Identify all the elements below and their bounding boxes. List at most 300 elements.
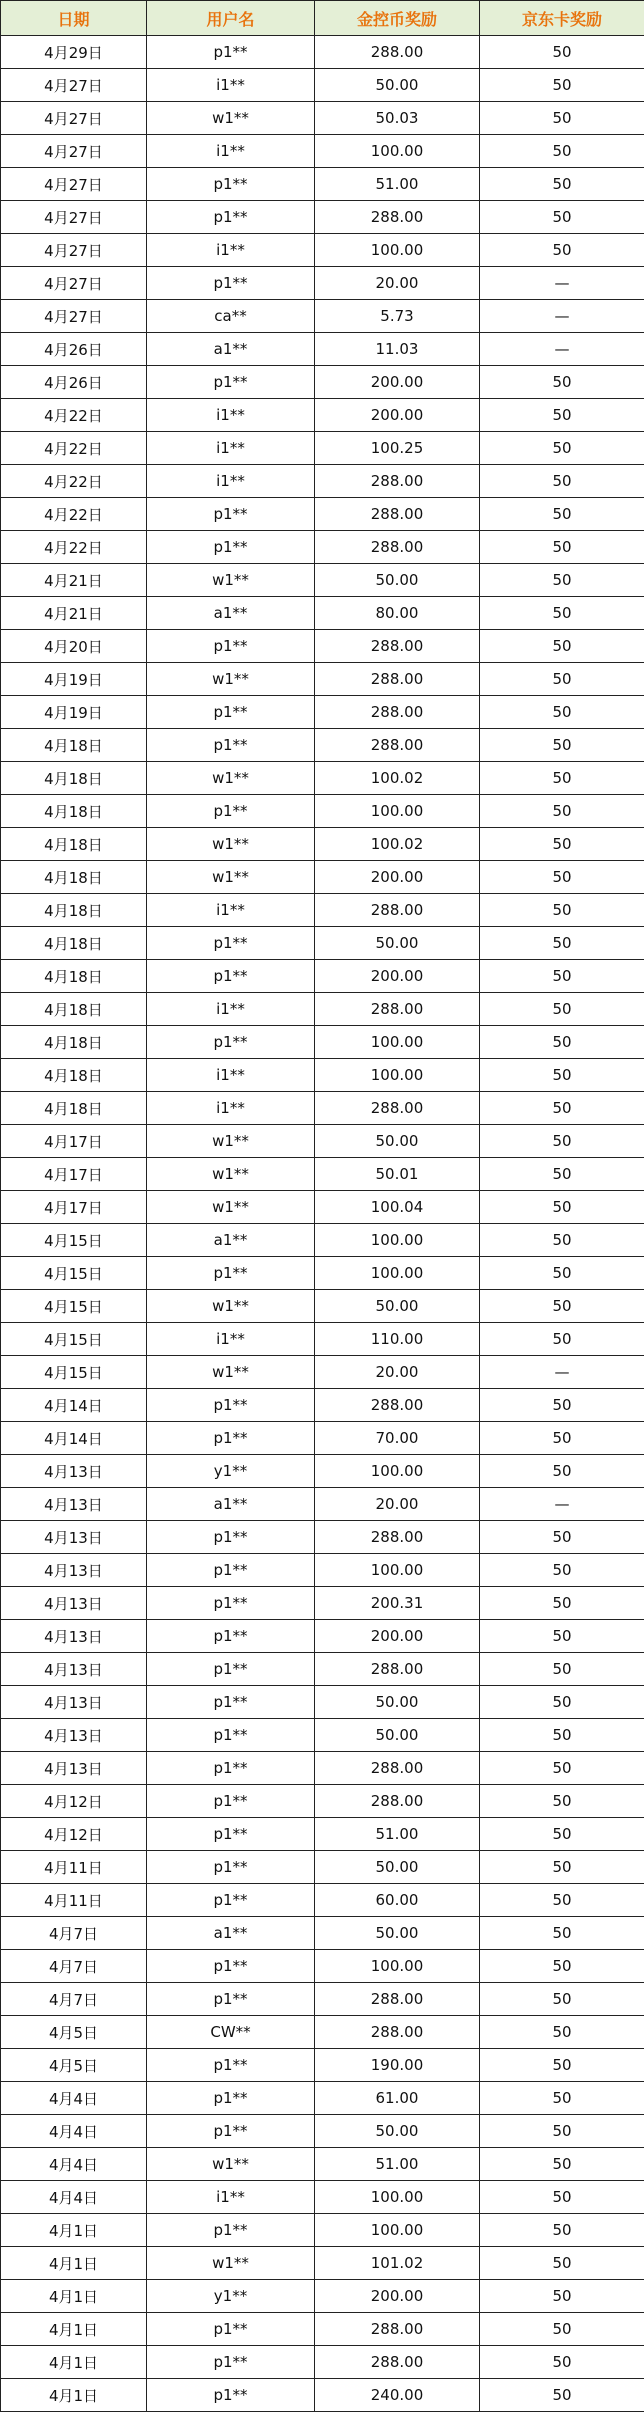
table-row [1,531,644,564]
jd-card-reward-cell: 50 [480,1950,644,1983]
table-row [1,498,644,531]
date-cell: 4月14日 [1,1422,147,1455]
date-cell: 4月4日 [1,2181,147,2214]
coin-reward-cell: 61.00 [315,2082,480,2115]
jd-card-reward-cell: 50 [480,960,644,993]
username-cell: p1** [147,1554,315,1587]
username-cell: p1** [147,1851,315,1884]
username-cell: w1** [147,2247,315,2280]
table-row [1,1224,644,1257]
date-cell: 4月13日 [1,1521,147,1554]
table-row [1,1488,644,1521]
jd-card-reward-cell: — [480,1356,644,1389]
coin-reward-cell: 100.00 [315,1224,480,1257]
date-cell: 4月26日 [1,333,147,366]
jd-card-reward-cell: 50 [480,2082,644,2115]
table-row [1,1950,644,1983]
username-cell: p1** [147,1884,315,1917]
header-row [1,1,644,36]
username-cell: p1** [147,1521,315,1554]
jd-card-reward-cell: 50 [480,234,644,267]
jd-card-reward-cell: 50 [480,927,644,960]
coin-reward-cell: 288.00 [315,1092,480,1125]
table-row [1,300,644,333]
username-cell: p1** [147,2082,315,2115]
username-cell: i1** [147,69,315,102]
table-header [1,1,644,36]
table-row [1,1323,644,1356]
coin-reward-cell: 20.00 [315,267,480,300]
username-cell: CW** [147,2016,315,2049]
date-cell: 4月15日 [1,1323,147,1356]
date-cell: 4月27日 [1,69,147,102]
coin-reward-cell: 51.00 [315,1818,480,1851]
username-cell: i1** [147,1059,315,1092]
coin-reward-cell: 50.01 [315,1158,480,1191]
date-cell: 4月27日 [1,234,147,267]
table-row [1,1125,644,1158]
date-cell: 4月17日 [1,1158,147,1191]
jd-card-reward-cell: 50 [480,762,644,795]
date-cell: 4月21日 [1,564,147,597]
coin-reward-cell: 288.00 [315,1983,480,2016]
coin-reward-cell: 100.00 [315,1257,480,1290]
username-cell: p1** [147,2313,315,2346]
username-cell: p1** [147,960,315,993]
coin-reward-cell: 288.00 [315,498,480,531]
table-row [1,663,644,696]
username-cell: i1** [147,234,315,267]
date-cell: 4月27日 [1,267,147,300]
coin-reward-cell: 200.00 [315,1620,480,1653]
table-row [1,1389,644,1422]
date-cell: 4月22日 [1,399,147,432]
table-row [1,102,644,135]
jd-card-reward-cell: 50 [480,2049,644,2082]
coin-reward-cell: 288.00 [315,2346,480,2379]
coin-reward-cell: 288.00 [315,1785,480,1818]
date-cell: 4月18日 [1,927,147,960]
table-row [1,1719,644,1752]
coin-reward-cell: 288.00 [315,2313,480,2346]
username-cell: i1** [147,1323,315,1356]
username-cell: p1** [147,729,315,762]
table-row [1,861,644,894]
date-cell: 4月18日 [1,1092,147,1125]
jd-card-reward-cell: 50 [480,102,644,135]
jd-card-reward-cell: 50 [480,1554,644,1587]
table-row [1,399,644,432]
date-cell: 4月12日 [1,1785,147,1818]
username-cell: p1** [147,168,315,201]
coin-reward-cell: 50.00 [315,1851,480,1884]
jd-card-reward-cell: 50 [480,1125,644,1158]
username-cell: w1** [147,1356,315,1389]
table-row [1,2016,644,2049]
table-row [1,1818,644,1851]
jd-card-reward-cell: 50 [480,1620,644,1653]
header-username: 用户名 [147,1,315,36]
table-row [1,2280,644,2313]
date-cell: 4月22日 [1,498,147,531]
date-cell: 4月26日 [1,366,147,399]
table-row [1,1092,644,1125]
jd-card-reward-cell: 50 [480,1587,644,1620]
coin-reward-cell: 288.00 [315,1389,480,1422]
table-row [1,630,644,663]
jd-card-reward-cell: — [480,300,644,333]
table-row [1,696,644,729]
date-cell: 4月15日 [1,1356,147,1389]
jd-card-reward-cell: 50 [480,861,644,894]
coin-reward-cell: 100.00 [315,1554,480,1587]
jd-card-reward-cell: 50 [480,564,644,597]
date-cell: 4月27日 [1,135,147,168]
table-row [1,1851,644,1884]
username-cell: y1** [147,2280,315,2313]
table-row [1,69,644,102]
date-cell: 4月5日 [1,2049,147,2082]
coin-reward-cell: 50.00 [315,1719,480,1752]
username-cell: p1** [147,36,315,69]
username-cell: p1** [147,2379,315,2412]
table-row [1,2148,644,2181]
username-cell: i1** [147,135,315,168]
username-cell: i1** [147,465,315,498]
table-row [1,1752,644,1785]
jd-card-reward-cell: 50 [480,1917,644,1950]
jd-card-reward-cell: 50 [480,1719,644,1752]
username-cell: a1** [147,333,315,366]
header-jd-card-reward: 京东卡奖励 [480,1,644,36]
coin-reward-cell: 190.00 [315,2049,480,2082]
date-cell: 4月13日 [1,1752,147,1785]
username-cell: w1** [147,828,315,861]
coin-reward-cell: 50.00 [315,1290,480,1323]
jd-card-reward-cell: 50 [480,894,644,927]
coin-reward-cell: 5.73 [315,300,480,333]
jd-card-reward-cell: 50 [480,1983,644,2016]
date-cell: 4月21日 [1,597,147,630]
coin-reward-cell: 288.00 [315,1521,480,1554]
date-cell: 4月18日 [1,762,147,795]
username-cell: p1** [147,2346,315,2379]
table-row [1,1653,644,1686]
table-row [1,894,644,927]
coin-reward-cell: 100.00 [315,1026,480,1059]
username-cell: p1** [147,1686,315,1719]
jd-card-reward-cell: 50 [480,2346,644,2379]
coin-reward-cell: 100.00 [315,1950,480,1983]
date-cell: 4月13日 [1,1587,147,1620]
jd-card-reward-cell: 50 [480,795,644,828]
coin-reward-cell: 100.00 [315,1455,480,1488]
date-cell: 4月17日 [1,1191,147,1224]
date-cell: 4月18日 [1,795,147,828]
coin-reward-cell: 200.00 [315,366,480,399]
jd-card-reward-cell: 50 [480,2016,644,2049]
table-row [1,465,644,498]
jd-card-reward-cell: 50 [480,1257,644,1290]
jd-card-reward-cell: 50 [480,36,644,69]
username-cell: p1** [147,1983,315,2016]
date-cell: 4月1日 [1,2280,147,2313]
coin-reward-cell: 50.00 [315,1686,480,1719]
jd-card-reward-cell: 50 [480,432,644,465]
date-cell: 4月13日 [1,1620,147,1653]
table-body [1,36,644,2412]
date-cell: 4月18日 [1,1026,147,1059]
jd-card-reward-cell: 50 [480,2313,644,2346]
table-row [1,2247,644,2280]
coin-reward-cell: 100.00 [315,234,480,267]
date-cell: 4月14日 [1,1389,147,1422]
table-row [1,927,644,960]
date-cell: 4月15日 [1,1290,147,1323]
coin-reward-cell: 11.03 [315,333,480,366]
table-row [1,2379,644,2412]
date-cell: 4月11日 [1,1884,147,1917]
jd-card-reward-cell: 50 [480,1290,644,1323]
username-cell: p1** [147,1026,315,1059]
coin-reward-cell: 51.00 [315,168,480,201]
table-row [1,2214,644,2247]
username-cell: w1** [147,663,315,696]
username-cell: w1** [147,564,315,597]
username-cell: p1** [147,927,315,960]
table-row [1,36,644,69]
date-cell: 4月15日 [1,1224,147,1257]
username-cell: p1** [147,1785,315,1818]
table-row [1,1026,644,1059]
username-cell: p1** [147,1950,315,1983]
jd-card-reward-cell: 50 [480,2247,644,2280]
username-cell: a1** [147,597,315,630]
table-row [1,828,644,861]
date-cell: 4月18日 [1,960,147,993]
date-cell: 4月27日 [1,201,147,234]
table-row [1,1257,644,1290]
jd-card-reward-cell: 50 [480,2379,644,2412]
date-cell: 4月22日 [1,531,147,564]
date-cell: 4月5日 [1,2016,147,2049]
coin-reward-cell: 80.00 [315,597,480,630]
username-cell: p1** [147,1422,315,1455]
date-cell: 4月13日 [1,1719,147,1752]
username-cell: w1** [147,2148,315,2181]
table-row [1,1290,644,1323]
jd-card-reward-cell: 50 [480,993,644,1026]
username-cell: i1** [147,993,315,1026]
coin-reward-cell: 20.00 [315,1488,480,1521]
username-cell: p1** [147,795,315,828]
username-cell: w1** [147,1125,315,1158]
jd-card-reward-cell: 50 [480,1884,644,1917]
username-cell: i1** [147,2181,315,2214]
table-row [1,1059,644,1092]
table-row [1,1587,644,1620]
date-cell: 4月15日 [1,1257,147,1290]
date-cell: 4月27日 [1,102,147,135]
date-cell: 4月19日 [1,696,147,729]
coin-reward-cell: 50.00 [315,1125,480,1158]
username-cell: p1** [147,366,315,399]
table-row [1,201,644,234]
jd-card-reward-cell: 50 [480,1389,644,1422]
table-row [1,2049,644,2082]
username-cell: p1** [147,696,315,729]
date-cell: 4月27日 [1,168,147,201]
coin-reward-cell: 50.00 [315,564,480,597]
table-row [1,1620,644,1653]
table-row [1,1356,644,1389]
jd-card-reward-cell: 50 [480,1092,644,1125]
date-cell: 4月13日 [1,1488,147,1521]
jd-card-reward-cell: 50 [480,1818,644,1851]
table-row [1,1191,644,1224]
table-row [1,267,644,300]
date-cell: 4月20日 [1,630,147,663]
table-row [1,1521,644,1554]
username-cell: a1** [147,1224,315,1257]
date-cell: 4月12日 [1,1818,147,1851]
jd-card-reward-cell: 50 [480,1026,644,1059]
coin-reward-cell: 288.00 [315,993,480,1026]
username-cell: a1** [147,1917,315,1950]
table-row [1,234,644,267]
coin-reward-cell: 50.00 [315,2115,480,2148]
coin-reward-cell: 200.00 [315,2280,480,2313]
username-cell: p1** [147,1653,315,1686]
coin-reward-cell: 288.00 [315,729,480,762]
jd-card-reward-cell: 50 [480,1752,644,1785]
coin-reward-cell: 50.00 [315,69,480,102]
table-row [1,729,644,762]
table-row [1,432,644,465]
date-cell: 4月13日 [1,1554,147,1587]
date-cell: 4月27日 [1,300,147,333]
coin-reward-cell: 20.00 [315,1356,480,1389]
date-cell: 4月1日 [1,2247,147,2280]
coin-reward-cell: 288.00 [315,2016,480,2049]
username-cell: w1** [147,1290,315,1323]
coin-reward-cell: 100.25 [315,432,480,465]
jd-card-reward-cell: — [480,333,644,366]
username-cell: p1** [147,1620,315,1653]
table-row [1,1917,644,1950]
username-cell: p1** [147,267,315,300]
table-row [1,1884,644,1917]
table-row [1,1158,644,1191]
coin-reward-cell: 288.00 [315,1653,480,1686]
jd-card-reward-cell: 50 [480,1323,644,1356]
header-coin-reward: 金控币奖励 [315,1,480,36]
date-cell: 4月11日 [1,1851,147,1884]
jd-card-reward-cell: — [480,267,644,300]
coin-reward-cell: 200.00 [315,399,480,432]
jd-card-reward-cell: 50 [480,1224,644,1257]
table-row [1,1983,644,2016]
date-cell: 4月29日 [1,36,147,69]
jd-card-reward-cell: 50 [480,2115,644,2148]
table-row [1,564,644,597]
jd-card-reward-cell: 50 [480,1191,644,1224]
table-row [1,2181,644,2214]
coin-reward-cell: 100.00 [315,2181,480,2214]
table-row [1,1686,644,1719]
coin-reward-cell: 100.00 [315,795,480,828]
coin-reward-cell: 100.02 [315,762,480,795]
coin-reward-cell: 288.00 [315,36,480,69]
date-cell: 4月19日 [1,663,147,696]
coin-reward-cell: 288.00 [315,201,480,234]
date-cell: 4月4日 [1,2115,147,2148]
jd-card-reward-cell: 50 [480,498,644,531]
username-cell: w1** [147,861,315,894]
jd-card-reward-cell: 50 [480,366,644,399]
username-cell: p1** [147,2214,315,2247]
jd-card-reward-cell: 50 [480,168,644,201]
date-cell: 4月17日 [1,1125,147,1158]
date-cell: 4月4日 [1,2148,147,2181]
date-cell: 4月1日 [1,2346,147,2379]
username-cell: p1** [147,1719,315,1752]
date-cell: 4月18日 [1,894,147,927]
table-row [1,1554,644,1587]
coin-reward-cell: 288.00 [315,630,480,663]
coin-reward-cell: 50.03 [315,102,480,135]
username-cell: i1** [147,399,315,432]
date-cell: 4月4日 [1,2082,147,2115]
date-cell: 4月7日 [1,1917,147,1950]
jd-card-reward-cell: 50 [480,531,644,564]
jd-card-reward-cell: 50 [480,1686,644,1719]
username-cell: p1** [147,1389,315,1422]
table-row [1,2082,644,2115]
username-cell: p1** [147,1818,315,1851]
table-row [1,597,644,630]
date-cell: 4月13日 [1,1653,147,1686]
username-cell: p1** [147,1752,315,1785]
jd-card-reward-cell: 50 [480,2280,644,2313]
jd-card-reward-cell: 50 [480,2214,644,2247]
date-cell: 4月18日 [1,828,147,861]
username-cell: p1** [147,201,315,234]
username-cell: i1** [147,432,315,465]
date-cell: 4月7日 [1,1950,147,1983]
coin-reward-cell: 288.00 [315,1752,480,1785]
jd-card-reward-cell: — [480,1488,644,1521]
username-cell: w1** [147,102,315,135]
table-row [1,366,644,399]
date-cell: 4月1日 [1,2313,147,2346]
jd-card-reward-cell: 50 [480,2148,644,2181]
date-cell: 4月1日 [1,2379,147,2412]
jd-card-reward-cell: 50 [480,729,644,762]
coin-reward-cell: 200.00 [315,960,480,993]
username-cell: y1** [147,1455,315,1488]
date-cell: 4月18日 [1,1059,147,1092]
username-cell: p1** [147,1257,315,1290]
table-row [1,993,644,1026]
coin-reward-cell: 50.00 [315,1917,480,1950]
date-cell: 4月13日 [1,1686,147,1719]
jd-card-reward-cell: 50 [480,135,644,168]
coin-reward-cell: 50.00 [315,927,480,960]
jd-card-reward-cell: 50 [480,630,644,663]
table-row [1,2313,644,2346]
jd-card-reward-cell: 50 [480,2181,644,2214]
